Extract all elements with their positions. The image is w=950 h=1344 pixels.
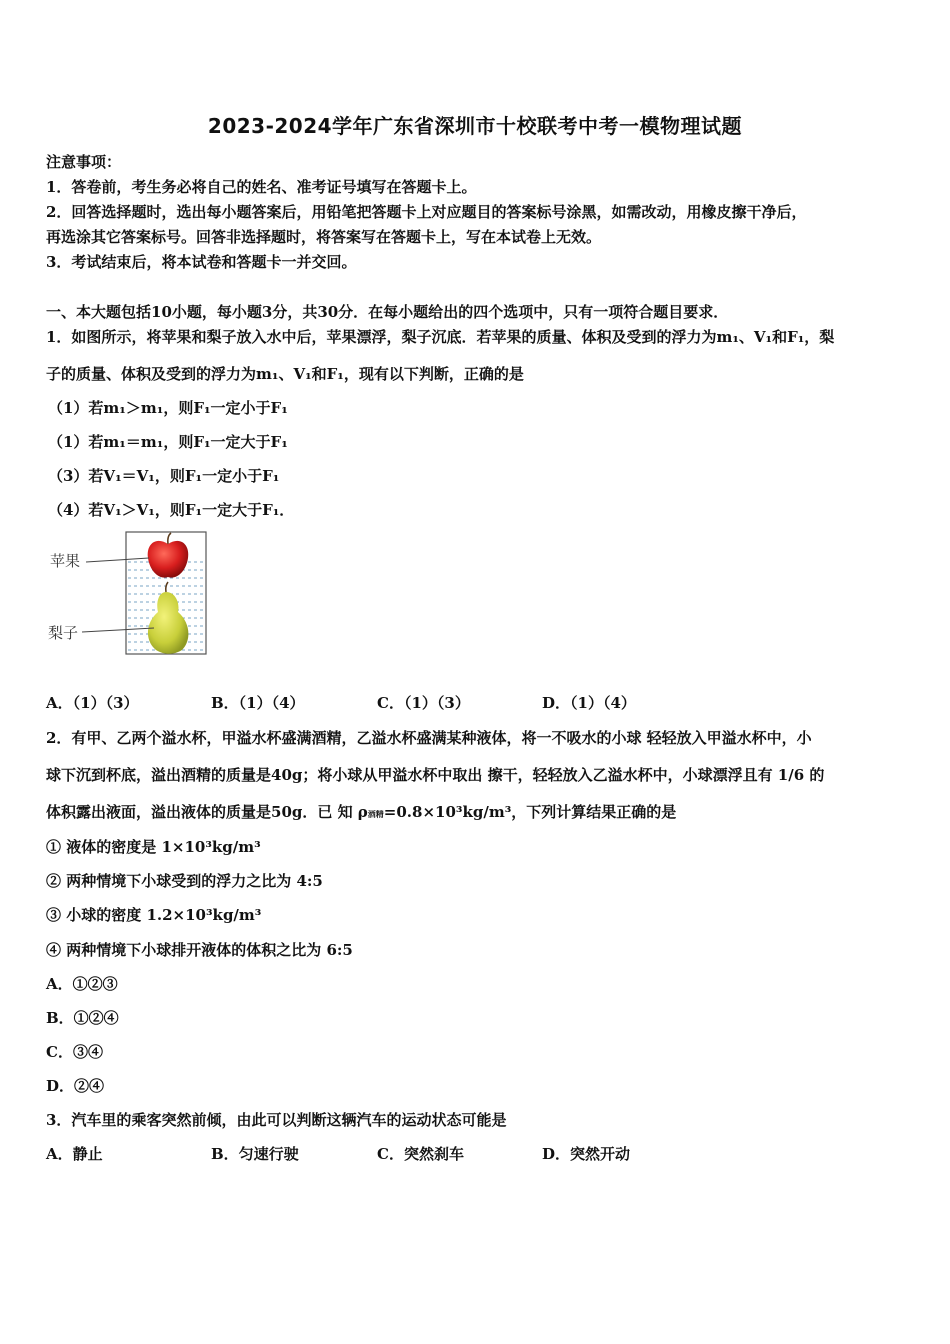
q2-stem-line3-post: =0.8×10³kg/m³，下列计算结果正确的是	[383, 803, 677, 821]
q1-option-a: A．（1）（3）	[46, 694, 139, 712]
q1-stem-line2: 子的质量、体积及受到的浮力为m₁、V₁和F₁，现有以下判断，正确的是	[46, 365, 524, 383]
q2-option-a: A．①②③	[46, 975, 118, 993]
notice-item-1: 1．答卷前，考生务必将自己的姓名、准考证号填写在答题卡上。	[46, 178, 477, 196]
q2-option-d: D．②④	[46, 1077, 105, 1095]
q2-stem-line3-pre: 体积露出液面，溢出液体的质量是50g．已 知 ρ	[46, 803, 368, 821]
q2-rho-subscript: 酒精	[367, 809, 384, 819]
section-heading: 一、本大题包括10小题，每小题3分，共30分．在每小题给出的四个选项中，只有一项符合题目要求．	[46, 303, 729, 321]
q3-option-b: B．匀速行驶	[211, 1145, 299, 1163]
page-title: 2023-2024学年广东省深圳市十校联考中考一模物理试题	[207, 114, 743, 138]
q1-statement-4: （4）若V₁＞V₁，则F₁一定大于F₁．	[48, 501, 295, 519]
q2-statement-1: ① 液体的密度是 1×10³kg/m³	[46, 838, 261, 856]
q1-option-b: B．（1）（4）	[211, 694, 305, 712]
q1-statement-1: （1）若m₁＞m₁，则F₁一定小于F₁	[48, 399, 288, 417]
q2-statement-3: ③ 小球的密度 1.2×10³kg/m³	[46, 906, 262, 924]
apple-label: 苹果	[50, 552, 81, 570]
pear-shape	[148, 582, 188, 654]
q1-option-c: C．（1）（3）	[377, 694, 470, 712]
q2-stem-line2: 球下沉到杯底，溢出酒精的质量是40g；将小球从甲溢水杯中取出 擦干，轻轻放入乙溢水杯中，小球漂浮且有 1/6 的	[46, 766, 825, 784]
notice-item-2-cont: 再选涂其它答案标号。回答非选择题时，将答案写在答题卡上，写在本试卷上无效。	[46, 228, 602, 246]
notice-heading: 注意事项：	[46, 153, 122, 171]
q1-option-d: D．（1）（4）	[542, 694, 636, 712]
q1-figure	[46, 530, 216, 658]
notice-item-3: 3．考试结束后，将本试卷和答题卡一并交回。	[46, 253, 357, 271]
q3-option-c: C．突然刹车	[377, 1145, 464, 1163]
q2-statement-4: ④ 两种情境下小球排开液体的体积之比为 6:5	[46, 941, 353, 959]
q3-option-d: D．突然开动	[542, 1145, 631, 1163]
q3-stem: 3．汽车里的乘客突然前倾，由此可以判断这辆汽车的运动状态可能是	[46, 1111, 507, 1129]
q2-stem-line3	[46, 802, 676, 824]
q1-stem-line1: 1．如图所示，将苹果和梨子放入水中后，苹果漂浮，梨子沉底．若苹果的质量、体积及受到的浮力为m₁、V₁和F₁，梨	[46, 328, 835, 346]
q2-option-c: C．③④	[46, 1043, 103, 1061]
pear-label: 梨子	[48, 624, 79, 642]
q1-statement-3: （3）若V₁＝V₁，则F₁一定小于F₁	[48, 467, 280, 485]
q2-option-b: B．①②④	[46, 1009, 119, 1027]
notice-item-2: 2．回答选择题时，选出每小题答案后，用铅笔把答题卡上对应题目的答案标号涂黑，如需改动，用橡皮擦干净后，	[46, 203, 807, 221]
q2-stem-line1: 2．有甲、乙两个溢水杯，甲溢水杯盛满酒精，乙溢水杯盛满某种液体，将一不吸水的小球 轻轻放入甲溢水杯中，小	[46, 729, 812, 747]
q2-statement-2: ② 两种情境下小球受到的浮力之比为 4:5	[46, 872, 323, 890]
q3-option-a: A．静止	[46, 1145, 103, 1163]
q1-statement-2: （1）若m₁＝m₁，则F₁一定大于F₁	[48, 433, 288, 451]
apple-shape	[148, 533, 189, 578]
